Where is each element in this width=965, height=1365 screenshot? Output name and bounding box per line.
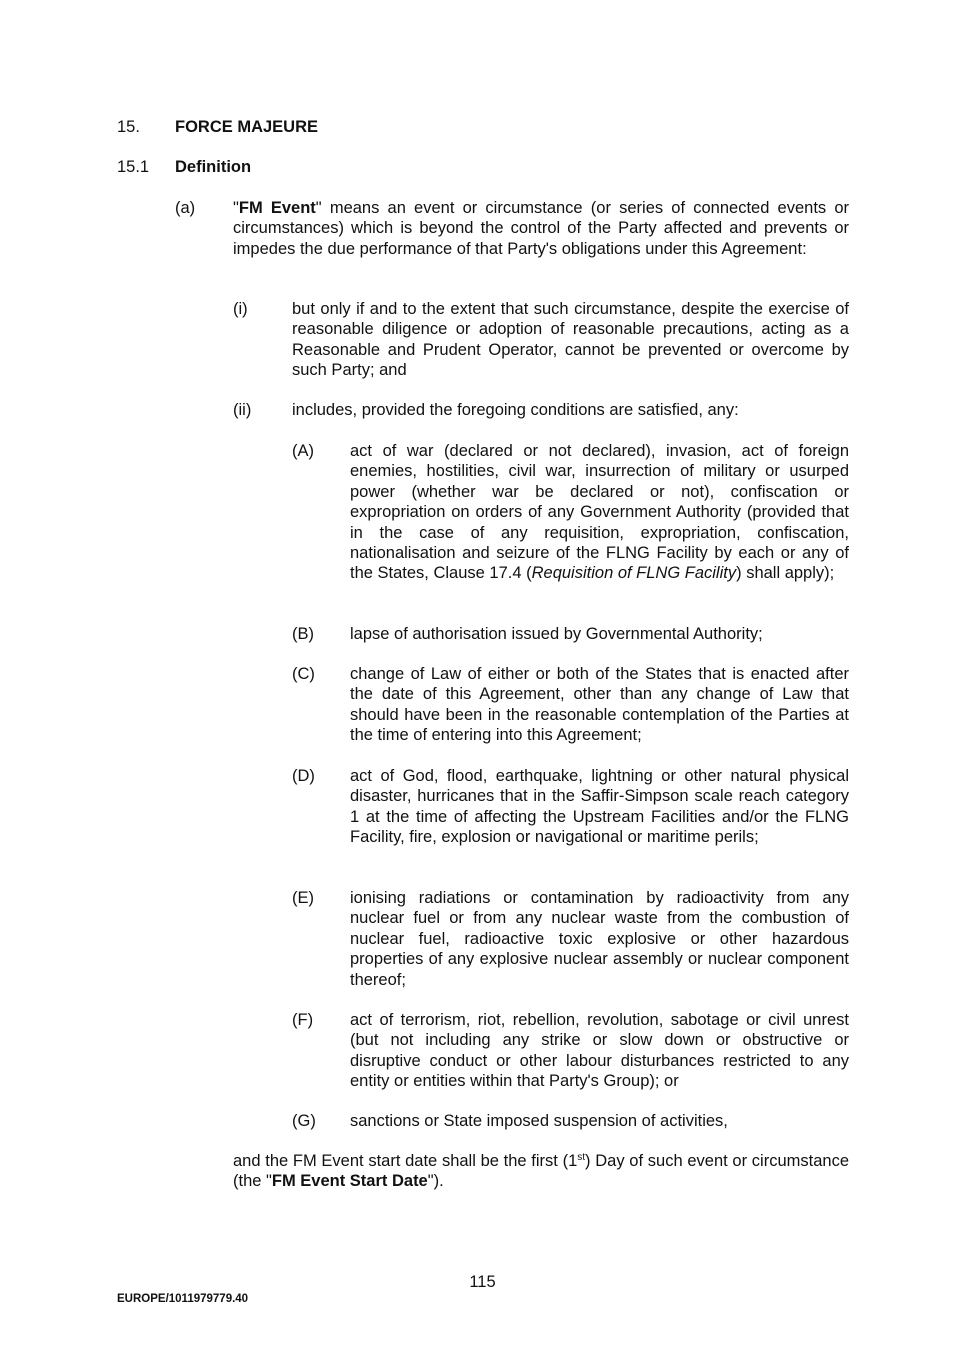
page-number: 115 <box>469 1273 496 1291</box>
subclause-title: Definition <box>175 158 252 176</box>
document-reference: EUROPE/1011979779.40 <box>117 1293 249 1305</box>
item-c-label: (C) <box>292 665 315 683</box>
clause-number: 15. <box>117 118 140 136</box>
item-f-label: (F) <box>292 1011 314 1029</box>
para-i-label: (i) <box>233 300 248 318</box>
item-a-text: act of war (declared or not declared), invasion, act of foreign enemies, hostilities, civil war, insurrection of military or usurped power (whether war be declared or not), confiscation or expropriation on orders of any Government Authority (provided that in the case of any requisition, expropriation, confiscation, nationalisation and seizure of the FLNG Facility by each or any of the States, Clause 17.4 (Requisition of FLNG Facility) shall apply); <box>350 442 849 583</box>
item-f-text: act of terrorism, riot, rebellion, revolution, sabotage or civil unrest (but not including any strike or slow down or obstructive or disruptive conduct or other labour disturbances restricted to any entity or entities within that Party's Group); or <box>350 1011 849 1091</box>
item-d-text: act of God, flood, earthquake, lightning or other natural physical disaster, hurricanes that in the Saffir-Simpson scale reach category 1 at the time of affecting the Upstream Facilities and/or the FLNG Facility, fire, explosion or navigational or maritime perils; <box>350 767 849 847</box>
para-ii-label: (ii) <box>233 401 252 419</box>
para-a-label: (a) <box>175 199 196 217</box>
item-b-text: lapse of authorisation issued by Governmental Authority; <box>350 625 763 643</box>
para-ii-text: includes, provided the foregoing conditions are satisfied, any: <box>292 401 739 419</box>
item-e-label: (E) <box>292 889 314 907</box>
item-b-label: (B) <box>292 625 314 643</box>
subclause-number: 15.1 <box>117 158 150 176</box>
item-c-text: change of Law of either or both of the States that is enacted after the date of this Agreement, other than any change of Law that should have been in the reasonable contemplation of the Parties at the time of entering into this Agreement; <box>350 665 849 745</box>
item-g-label: (G) <box>292 1112 316 1130</box>
para-i-text: but only if and to the extent that such circumstance, despite the exercise of reasonable diligence or adoption of reasonable precautions, acting as a Reasonable and Prudent Operator, cannot be prevented or overcome by such Party; and <box>292 300 849 380</box>
fm-event-term: FM Event <box>238 199 316 217</box>
item-a-label: (A) <box>292 442 314 460</box>
item-d-label: (D) <box>292 767 315 785</box>
clause-title: FORCE MAJEURE <box>175 118 319 136</box>
para-a-text: "FM Event" means an event or circumstance (or series of connected events or circumstances) which is beyond the control of the Party affected and prevents or impedes the due performance of that Party's obligations under this Agreement: <box>233 199 850 258</box>
item-g-text: sanctions or State imposed suspension of activities, <box>350 1112 728 1130</box>
fm-event-start-date-term: FM Event Start Date <box>271 1172 428 1191</box>
item-e-text: ionising radiations or contamination by radioactivity from any nuclear fuel or from any nuclear waste from the combustion of nuclear fuel, radioactive toxic explosive or other hazardous properties of any explosive nuclear assembly or nuclear component thereof; <box>350 889 849 989</box>
closing-paragraph: and the FM Event start date shall be the first (1st) Day of such event or circumstance (the "FM Event Start Date"). <box>233 1152 849 1191</box>
